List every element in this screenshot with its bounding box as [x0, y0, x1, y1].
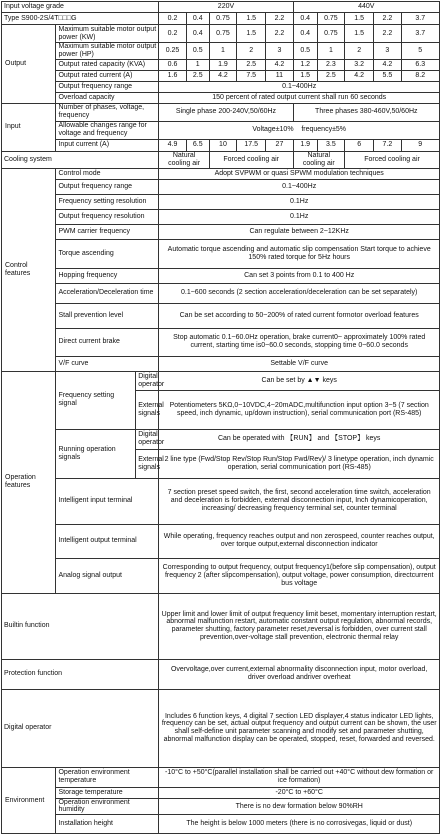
environment-row: [2, 787, 440, 798]
environment-row-value: There is no dew formation below 90%RH: [159, 798, 440, 815]
model-8: 2.2: [374, 13, 401, 25]
output-value: 0.5: [293, 43, 317, 60]
operation-row-label: Analog signal output: [56, 558, 159, 593]
output-value: 4.2: [209, 70, 236, 81]
environment-row-value: -20°C to +60°C: [159, 787, 440, 798]
control-row-label: Control mode: [56, 168, 159, 179]
cooling-natural-440: Natural cooling air: [293, 151, 344, 168]
output-value: 1: [317, 43, 344, 60]
operation-row-label: Intelligent input terminal: [56, 478, 159, 524]
output-row-label: Maximum suitable motor output power (KW): [56, 25, 159, 43]
freq-setting-label: Frequency setting signal: [56, 371, 136, 429]
output-value: 1.6: [159, 70, 186, 81]
builtin-row: [2, 593, 440, 659]
input-current-value: 1.9: [293, 139, 317, 151]
type-row: [2, 13, 440, 25]
digital-operator-value: Includes 6 function keys, 4 digital 7 section LED displayer,4 status indicator LED lights, frequency can be set, actual output frequency and output current can be shown, the user shall self-define unit parameter scanning and modify set and parameter shutting, abnormal malfunction display can be operated, stopped, reset, forwarded and reversed.: [159, 689, 440, 767]
input-current-row: [2, 139, 440, 151]
control-row: [2, 194, 440, 209]
input-current-value: 3.5: [317, 139, 344, 151]
control-row-value: 0.1~600 seconds (2 section acceleration/deceleration can be set separately): [159, 283, 440, 303]
operation-row-value: While operating, frequency reaches output and non zerospeed, counter reaches output, over torque output,external disconnection indicator: [159, 524, 440, 558]
control-row: [2, 209, 440, 224]
input-section-label: Input: [2, 103, 56, 151]
output-row: [2, 43, 440, 60]
output-section-label: Output: [2, 25, 56, 104]
environment-row-label: Operation environment humidity: [56, 798, 159, 815]
voltage-grade-row: [2, 2, 440, 13]
control-row-label: V/F curve: [56, 356, 159, 371]
output-value: 5.5: [374, 70, 401, 81]
model-6: 0.75: [317, 13, 344, 25]
output-value: 0.4: [293, 25, 317, 43]
overload-value: 150 percent of rated output current shall run 60 seconds: [159, 92, 440, 103]
control-row-value: Automatic torque ascending and automatic slip compensation Start torque to achieve 150% rated torque for 5Hz hours: [159, 239, 440, 268]
control-row-label: Hopping frequency: [56, 268, 159, 283]
control-row: [2, 356, 440, 371]
output-value: 1.9: [209, 59, 236, 70]
output-value: 0.2: [159, 25, 186, 43]
environment-row-value: The height is below 1000 meters (there is no corrosivegas, liquid or dust): [159, 815, 440, 834]
model-3: 1.5: [237, 13, 266, 25]
output-value: 2.2: [374, 25, 401, 43]
builtin-label: Builtin function: [2, 593, 159, 659]
cooling-natural-220: Natural cooling air: [159, 151, 209, 168]
control-row-value: Adopt SVPWM or quasi SPWM modulation techniques: [159, 168, 440, 179]
output-frequency-row: [2, 81, 440, 92]
input-current-value: 27: [266, 139, 293, 151]
operation-row-value: 7 section preset speed switch, the first, second acceleration time switch, acceleration and deceleration is forbidden, external disconnection input, Inch dynamicoperation, increasing/ decreasing frequency terminal set, counter terminal: [159, 478, 440, 524]
model-4: 2.2: [266, 13, 293, 25]
running-signals-label: Running operation signals: [56, 429, 136, 478]
cooling-label: Cooling system: [2, 151, 159, 168]
control-row-label: Output frequency range: [56, 179, 159, 194]
input-current-value: 6: [345, 139, 374, 151]
input-current-value: 10: [209, 139, 236, 151]
output-value: 2.5: [237, 59, 266, 70]
cooling-forced-440: Forced cooling air: [345, 151, 440, 168]
model-7: 1.5: [345, 13, 374, 25]
environment-row: [2, 767, 440, 787]
control-row: [2, 303, 440, 328]
control-row-value: Can set 3 points from 0.1 to 400 Hz: [159, 268, 440, 283]
output-value: 3.2: [345, 59, 374, 70]
input-current-value: 4.9: [159, 139, 186, 151]
control-row-label: Output frequency resolution: [56, 209, 159, 224]
protection-label: Protection function: [2, 659, 159, 689]
output-row: [2, 59, 440, 70]
output-value: 1: [186, 59, 209, 70]
model-5: 0.4: [293, 13, 317, 25]
control-row: [2, 224, 440, 239]
input-phases-440: Three phases 380-460V,50/60Hz: [293, 103, 439, 121]
output-value: 2: [237, 43, 266, 60]
output-row: [2, 25, 440, 43]
output-value: 11: [266, 70, 293, 81]
output-value: 1.5: [293, 70, 317, 81]
output-frequency-value: 0.1~400Hz: [159, 81, 440, 92]
output-value: 2.5: [317, 70, 344, 81]
input-current-value: 17.5: [237, 139, 266, 151]
output-value: 4.2: [374, 59, 401, 70]
output-value: 0.75: [317, 25, 344, 43]
control-row-value: 0.1Hz: [159, 194, 440, 209]
control-row-label: Acceleration/Deceleration time: [56, 283, 159, 303]
output-value: 0.6: [159, 59, 186, 70]
input-phases-row: [2, 103, 440, 121]
output-value: 3: [266, 43, 293, 60]
input-phases-label: Number of phases, voltage, frequency: [56, 103, 159, 121]
model-1: 0.4: [186, 13, 209, 25]
output-value: 1.2: [293, 59, 317, 70]
spec-table: [1, 1, 440, 834]
output-value: 4.2: [345, 70, 374, 81]
control-row-label: PWM carrier frequency: [56, 224, 159, 239]
overload-label: Overload capacity: [56, 92, 159, 103]
output-value: 0.4: [186, 25, 209, 43]
environment-section-label: Environment: [2, 767, 56, 834]
protection-value: Overvoltage,over current,external abnormality disconnection input, motor overload, driver overload andriver overheat: [159, 659, 440, 689]
type-label: Type S900-2S/4T□□□G: [2, 13, 159, 25]
output-value: 1.5: [237, 25, 266, 43]
control-row-value: Settable V/F curve: [159, 356, 440, 371]
output-value: 0.75: [209, 25, 236, 43]
control-row: [2, 328, 440, 356]
digital-operator-label: Digital operator: [2, 689, 159, 767]
control-row: [2, 179, 440, 194]
running-digital-row: [2, 429, 440, 449]
operation-row: [2, 478, 440, 524]
output-value: 1.5: [345, 25, 374, 43]
control-row: [2, 239, 440, 268]
control-row-value: Can be set according to 50~200% of rated current formotor overload features: [159, 303, 440, 328]
operation-row: [2, 558, 440, 593]
control-row-label: Stall prevention level: [56, 303, 159, 328]
environment-row: [2, 815, 440, 834]
freq-external-value: Potentiometers 5KΩ,0~10VDC,4~20mADC,multifunction input option 3~5 (7 section speed, inch dynamic, up/down instruction), serial communication port (RS-485): [159, 390, 440, 429]
output-frequency-label: Output frequency range: [56, 81, 159, 92]
builtin-value: Upper limit and lower limit of output frequency limit beset, momentary interruption restart, abnormal malfunction restart, automatic constant output regulation, abnormal records, parameter shutting, factory parameter reset,reversal is forbidden, over current stall prevention,over-voltage stall prevention, electronic thermal relay: [159, 593, 440, 659]
operation-row-label: Intelligent output terminal: [56, 524, 159, 558]
output-value: 3: [374, 43, 401, 60]
environment-row-label: Operation environment temperature: [56, 767, 159, 787]
input-allowable-row: [2, 121, 440, 139]
digital-operator-row: [2, 689, 440, 767]
control-section-label: Control features: [2, 168, 56, 371]
control-row-value: Stop automatic 0.1~60.0Hz operation, brake current0~ approximately 100% rated current, starting time is0~60.0 seconds, stopping time 0~60.0 seconds: [159, 328, 440, 356]
model-2: 0.75: [209, 13, 236, 25]
output-row: [2, 70, 440, 81]
voltage-220-header: 220V: [159, 2, 293, 13]
model-0: 0.2: [159, 13, 186, 25]
output-value: 6.3: [401, 59, 440, 70]
environment-row-label: Installation height: [56, 815, 159, 834]
output-row-label: Maximum suitable motor output power (HP): [56, 43, 159, 60]
control-row-value: 0.1~400Hz: [159, 179, 440, 194]
input-current-value: 9: [401, 139, 440, 151]
input-current-value: 7.2: [374, 139, 401, 151]
output-value: 2: [345, 43, 374, 60]
freq-setting-digital-row: [2, 371, 440, 390]
output-value: 2.5: [186, 70, 209, 81]
output-value: 8.2: [401, 70, 440, 81]
output-value: 2.2: [266, 25, 293, 43]
input-current-value: 6.5: [186, 139, 209, 151]
cooling-forced-220: Forced cooling air: [209, 151, 293, 168]
freq-digital-operator-label: Digital operator: [136, 371, 159, 390]
control-row: [2, 268, 440, 283]
control-row-label: Torque ascending: [56, 239, 159, 268]
environment-row: [2, 798, 440, 815]
output-row-label: Output rated current (A): [56, 70, 159, 81]
output-value: 1: [209, 43, 236, 60]
freq-external-label: External signals: [136, 390, 159, 429]
model-9: 3.7: [401, 13, 440, 25]
output-value: 3.7: [401, 25, 440, 43]
environment-row-value: -10°C to +50°C(parallel installation shall be carried out +40°C without dew formation or ice formation): [159, 767, 440, 787]
control-row-value: Can regulate between 2~12KHz: [159, 224, 440, 239]
run-external-value: 2 line type (Fwd/Stop Rev/Stop Run/Stop Fwd/Rev)/ 3 linetype operation, inch dynamic operation, serial communication port (RS-485): [159, 449, 440, 478]
control-row-label: Direct current brake: [56, 328, 159, 356]
run-digital-operator-label: Digital operator: [136, 429, 159, 449]
voltage-grade-label: Input voltage grade: [2, 2, 159, 13]
freq-digital-value: Can be set by ▲▼ keys: [159, 371, 440, 390]
control-row: [2, 283, 440, 303]
operation-row: [2, 524, 440, 558]
cooling-row: [2, 151, 440, 168]
operation-section-label: Operation features: [2, 371, 56, 593]
control-row: [2, 168, 440, 179]
environment-row-label: Storage temperature: [56, 787, 159, 798]
output-value: 2.3: [317, 59, 344, 70]
input-phases-220: Single phase 200-240V,50/60Hz: [159, 103, 293, 121]
operation-row-value: Corresponding to output frequency, output frequency1(before slip compensation), output frequency 2 (after slipcompensation), output voltage, power consumption, directcurrent bus voltage: [159, 558, 440, 593]
output-value: 4.2: [266, 59, 293, 70]
output-value: 5: [401, 43, 440, 60]
input-allowable-value: Voltage±10% frequency±5%: [159, 121, 440, 139]
input-allowable-label: Allowable changes range for voltage and frequency: [56, 121, 159, 139]
overload-row: [2, 92, 440, 103]
input-current-label: Input current (A): [56, 139, 159, 151]
output-value: 7.5: [237, 70, 266, 81]
output-row-label: Output rated capacity (KVA): [56, 59, 159, 70]
voltage-440-header: 440V: [293, 2, 439, 13]
run-digital-value: Can be operated with 【RUN】 and 【STOP】 keys: [159, 429, 440, 449]
control-row-label: Frequency setting resolution: [56, 194, 159, 209]
protection-row: [2, 659, 440, 689]
run-external-label: External signals: [136, 449, 159, 478]
output-value: 0.25: [159, 43, 186, 60]
output-value: 0.5: [186, 43, 209, 60]
control-row-value: 0.1Hz: [159, 209, 440, 224]
